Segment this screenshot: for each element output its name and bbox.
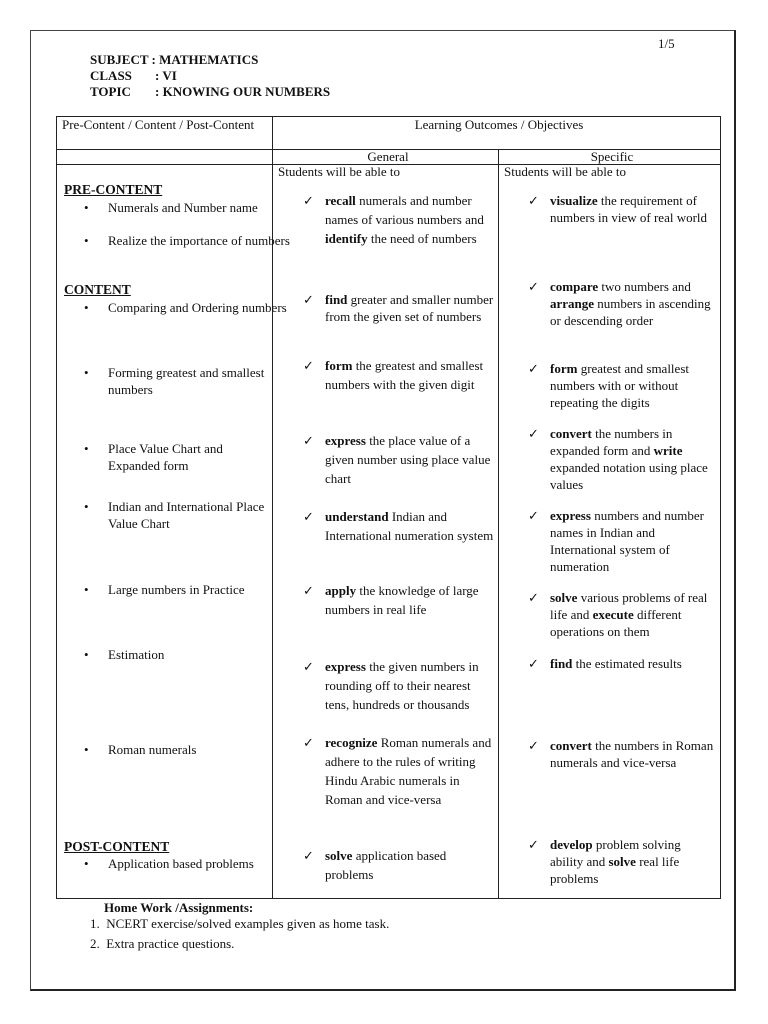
specific-objective: ✓ convert the numbers in Roman numerals and vice-versa [528, 738, 714, 770]
page-number: 1/5 [658, 36, 675, 51]
class-line [90, 68, 177, 84]
post-content-heading: POST-CONTENT [64, 839, 170, 854]
list-item: • Realize the importance of numbers [84, 233, 290, 248]
subject-line [90, 52, 258, 68]
list-item: • Place Value Chart and Expanded form [84, 441, 223, 473]
specific-objective: ✓ express numbers and number names in Indian and International system of numeration [528, 508, 704, 574]
specific-header: Specific [499, 150, 721, 165]
check-icon: ✓ [528, 837, 539, 852]
specific-objective: ✓ form greatest and smallest numbers with or without repeating the digits [528, 361, 689, 410]
col2-header: Learning Outcomes / Objectives [273, 117, 721, 150]
content-heading: CONTENT [64, 282, 131, 297]
list-item: • Roman numerals [84, 742, 197, 757]
list-item: • Numerals and Number name [84, 200, 258, 215]
general-objective: ✓ recall numerals and number names of various numbers and identify the need of numbers [303, 193, 484, 246]
specific-objective: ✓ compare two numbers and arrange numbers in ascending or descending order [528, 279, 711, 328]
specific-intro: Students will be able to [504, 164, 627, 179]
class-value: : VI [155, 68, 177, 83]
check-icon: ✓ [303, 735, 314, 750]
general-objective: ✓ recognize Roman numerals and adhere to the rules of writing Hindu Arabic numerals in Roman and vice-versa [303, 735, 492, 807]
general-objective: ✓ apply the knowledge of large numbers in real life [303, 583, 479, 617]
check-icon: ✓ [303, 193, 314, 208]
homework-title: Home Work /Assignments: [104, 900, 254, 915]
topic-key: TOPIC [90, 84, 131, 99]
list-item: • Estimation [84, 647, 165, 662]
general-objective: ✓ understand Indian and International numeration system [303, 509, 494, 543]
pre-content-heading: PRE-CONTENT [64, 182, 163, 197]
subject-key: SUBJECT : [90, 52, 156, 67]
general-header: General [273, 150, 499, 165]
specific-objective: ✓ solve various problems of real life and execute different operations on them [528, 590, 708, 639]
specific-objective: ✓ visualize the requirement of numbers in view of real world [528, 193, 708, 225]
check-icon: ✓ [303, 358, 314, 373]
content-column [57, 165, 290, 899]
topic-line [90, 84, 330, 100]
general-intro: Students will be able to [278, 164, 401, 179]
check-icon: ✓ [303, 509, 314, 524]
subject-value: MATHEMATICS [159, 52, 259, 67]
check-icon: ✓ [528, 738, 539, 753]
general-objective: ✓ express the place value of a given number using place value chart [303, 433, 491, 486]
check-icon: ✓ [303, 433, 314, 448]
learning-outcomes-table [56, 116, 721, 899]
specific-objective: ✓ develop problem solving ability and solve real life problems [528, 837, 681, 886]
check-icon: ✓ [528, 361, 539, 376]
list-item: • Large numbers in Practice [84, 582, 245, 597]
specific-column [499, 165, 721, 899]
check-icon: ✓ [528, 656, 539, 671]
check-icon: ✓ [528, 279, 539, 294]
check-icon: ✓ [528, 193, 539, 208]
general-objective: ✓ find greater and smaller number from the given set of numbers [303, 292, 494, 324]
check-icon: ✓ [303, 583, 314, 598]
topic-value: : KNOWING OUR NUMBERS [155, 84, 331, 99]
specific-objective: ✓ find the estimated results [528, 656, 682, 671]
list-item: • Comparing and Ordering numbers [84, 300, 287, 315]
homework-item: 2. Extra practice questions. [90, 936, 235, 951]
list-item: • Indian and International Place Value Chart [84, 499, 265, 531]
list-item: • Forming greatest and smallest numbers [84, 365, 265, 397]
general-column [273, 165, 499, 899]
class-key: CLASS [90, 68, 132, 83]
check-icon: ✓ [303, 659, 314, 674]
general-objective: ✓ form the greatest and smallest numbers with the given digit [303, 358, 484, 392]
general-objective: ✓ solve application based problems [303, 848, 447, 882]
homework-item: 1. NCERT exercise/solved examples given as home task. [90, 916, 390, 931]
check-icon: ✓ [303, 848, 314, 863]
list-item: • Application based problems [84, 856, 254, 871]
general-objective: ✓ express the given numbers in rounding off to their nearest tens, hundreds or thousands [303, 659, 479, 712]
specific-objective: ✓ convert the numbers in expanded form and write expanded notation using place values [528, 426, 708, 492]
check-icon: ✓ [528, 590, 539, 605]
check-icon: ✓ [303, 292, 314, 307]
check-icon: ✓ [528, 426, 539, 441]
col1-header: Pre-Content / Content / Post-Content [57, 117, 273, 150]
check-icon: ✓ [528, 508, 539, 523]
